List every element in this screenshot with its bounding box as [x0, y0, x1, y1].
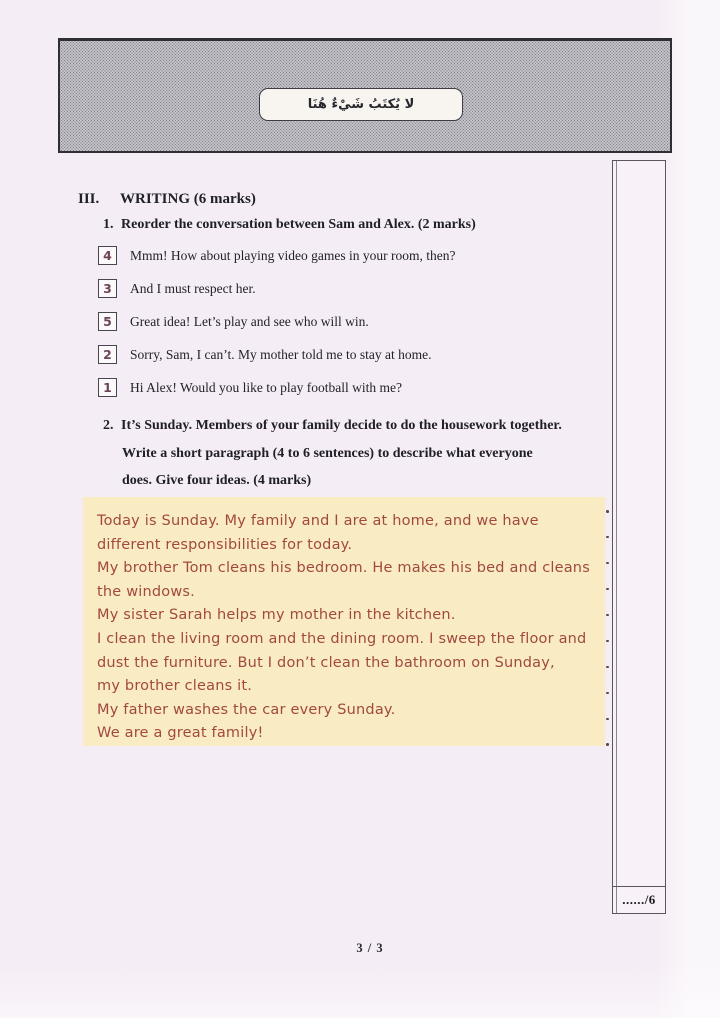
- no-writing-notice: لا يُكتَبُ شَيْءٌ هُنَا: [259, 88, 463, 121]
- question-2-line: Write a short paragraph (4 to 6 sentences) to describe what everyone: [122, 445, 533, 461]
- no-writing-header-box: [58, 38, 672, 153]
- dot: [606, 536, 609, 539]
- reorder-item-text: Hi Alex! Would you like to play football with me?: [130, 379, 402, 395]
- reorder-item: [98, 279, 455, 298]
- section-numeral: III.: [78, 191, 100, 207]
- answer-line: My brother Tom cleans his bedroom. He makes his bed and cleans: [97, 560, 590, 577]
- question-1-number: 1.: [103, 217, 114, 232]
- section-heading: [78, 191, 256, 208]
- page-number: 3 / 3: [356, 941, 384, 955]
- dot: [606, 510, 609, 513]
- question-2-prompt: [103, 412, 648, 495]
- highlighted-answer-area: [83, 497, 605, 746]
- order-number-box: 5: [98, 312, 117, 331]
- question-2-number: 2.: [103, 418, 114, 433]
- reorder-item: [98, 345, 455, 364]
- answer-line: We are a great family!: [97, 725, 264, 742]
- order-number-box: 1: [98, 378, 117, 397]
- dot: [606, 692, 609, 695]
- dot: [606, 743, 609, 746]
- question-1-prompt: [103, 217, 476, 233]
- answer-line: dust the furniture. But I don’t clean the bathroom on Sunday,: [97, 654, 555, 671]
- question-2-line: [103, 412, 648, 440]
- score-cell: ....../6: [613, 886, 665, 913]
- dot: [606, 562, 609, 565]
- dot: [606, 614, 609, 617]
- reorder-item-text: Sorry, Sam, I can’t. My mother told me to stay at home.: [130, 346, 432, 362]
- answer-line: My sister Sarah helps my mother in the kitchen.: [97, 607, 456, 624]
- section-title: WRITING (6 marks): [120, 191, 256, 207]
- answer-line: Today is Sunday. My family and I are at home, and we have: [97, 513, 539, 529]
- answer-line: My father washes the car every Sunday.: [97, 701, 396, 718]
- dot: [606, 718, 609, 721]
- dot: [606, 640, 609, 643]
- reorder-list: [98, 246, 455, 411]
- reorder-item: [98, 378, 455, 397]
- reorder-item: [98, 246, 455, 265]
- order-number-box: 2: [98, 345, 117, 364]
- answer-line: I clean the living room and the dining room. I sweep the floor and: [97, 630, 587, 647]
- dot: [606, 588, 609, 591]
- reorder-item-text: And I must respect her.: [130, 280, 256, 296]
- reorder-item: [98, 312, 455, 331]
- answer-line: my brother cleans it.: [97, 678, 253, 695]
- order-number-box: 3: [98, 279, 117, 298]
- question-2-text: It’s Sunday. Members of your family decide to do the housework together.: [121, 418, 562, 433]
- answer-line: the windows.: [97, 583, 195, 600]
- answer-line: different responsibilities for today.: [97, 536, 353, 553]
- score-margin-column: [612, 160, 666, 914]
- question-2-line: does. Give four ideas. (4 marks): [122, 473, 312, 488]
- dot: [606, 666, 609, 669]
- order-number-box: 4: [98, 246, 117, 265]
- reorder-item-text: Great idea! Let’s play and see who will win.: [130, 313, 369, 329]
- dotted-line-ends: [606, 510, 609, 746]
- question-1-text: Reorder the conversation between Sam and Alex. (2 marks): [121, 217, 476, 232]
- reorder-item-text: Mmm! How about playing video games in your room, then?: [130, 247, 456, 263]
